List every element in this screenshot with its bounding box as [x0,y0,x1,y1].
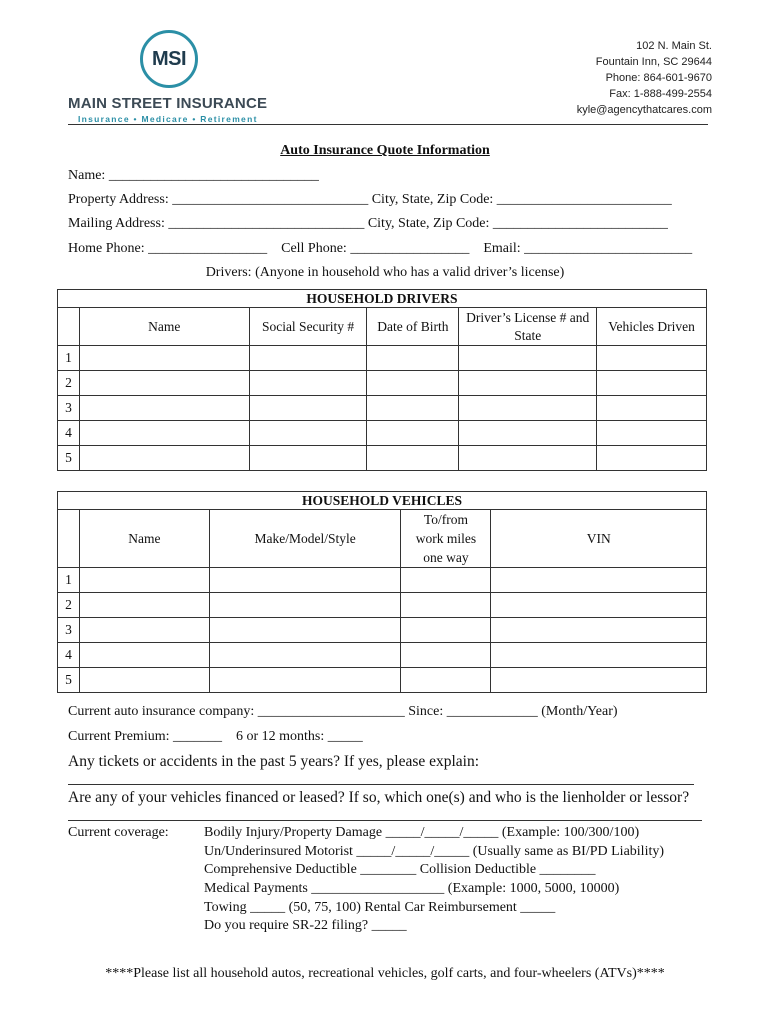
driver-name-cell[interactable] [79,396,249,421]
driver-license-cell[interactable] [459,396,597,421]
vehicle-name-cell[interactable] [79,668,209,693]
vehicles-table [57,491,707,693]
vehicle-make-cell[interactable] [209,618,401,643]
vehicle-make-cell[interactable] [209,643,401,668]
vehicle-vin-cell[interactable] [491,618,707,643]
coverage-deductibles[interactable]: Comprehensive Deductible ________ Collision Deductible ________ [204,862,596,877]
driver-ssn-cell[interactable] [249,396,367,421]
header-divider [68,124,708,125]
coverage-uninsured-motorist[interactable]: Un/Underinsured Motorist _____/_____/_____ (Usually same as BI/PD Liability) [204,844,665,859]
table-row [58,643,707,668]
driver-name-cell[interactable] [79,421,249,446]
drivers-table-title: HOUSEHOLD DRIVERS [58,290,707,308]
drivers-note: Drivers: (Anyone in household who has a valid driver’s license) [205,265,565,280]
vehicle-vin-cell[interactable] [491,593,707,618]
driver-vehicles-cell[interactable] [597,346,707,371]
table-row [58,446,707,471]
driver-ssn-cell[interactable] [249,421,367,446]
driver-name-cell[interactable] [79,371,249,396]
property-address-field[interactable]: Property Address: ____________________________ City, State, Zip Code: _________________________ [68,192,672,207]
name-field[interactable]: Name: ______________________________ [68,168,319,183]
drivers-header-vehicles: Vehicles Driven [597,308,707,346]
vehicle-vin-cell[interactable] [491,568,707,593]
address-fax: Fax: 1-888-499-2554 [609,88,712,100]
vehicle-miles-cell[interactable] [401,568,491,593]
vehicle-name-cell[interactable] [79,568,209,593]
mailing-address-field[interactable]: Mailing Address: ____________________________ City, State, Zip Code: _________________________ [68,216,668,231]
coverage-bodily-injury[interactable]: Bodily Injury/Property Damage _____/_____/_____ (Example: 100/300/100) [204,825,640,840]
row-number: 1 [58,346,80,371]
coverage-medical-payments[interactable]: Medical Payments ___________________ (Example: 1000, 5000, 10000) [204,881,620,896]
driver-license-cell[interactable] [459,446,597,471]
current-premium-field[interactable]: Current Premium: _______ 6 or 12 months: _____ [68,729,363,744]
driver-ssn-cell[interactable] [249,346,367,371]
row-number: 5 [58,446,80,471]
driver-dob-cell[interactable] [367,371,459,396]
vehicle-make-cell[interactable] [209,593,401,618]
row-number: 1 [58,568,80,593]
driver-dob-cell[interactable] [367,346,459,371]
vehicles-header-num [58,510,80,568]
table-row [58,346,707,371]
row-number: 4 [58,421,80,446]
driver-dob-cell[interactable] [367,446,459,471]
vehicle-miles-cell[interactable] [401,668,491,693]
row-number: 3 [58,396,80,421]
logo-tagline: Insurance • Medicare • Retirement [78,114,258,124]
table-row [58,618,707,643]
tickets-answer-line[interactable] [68,784,694,785]
drivers-header-license: Driver’s License # and State [459,308,597,346]
table-row [58,668,707,693]
footer-note: ****Please list all household autos, recreational vehicles, golf carts, and four-wheelers (ATVs)**** [105,966,665,981]
page-title: Auto Insurance Quote Information [280,143,490,158]
driver-ssn-cell[interactable] [249,371,367,396]
vehicle-name-cell[interactable] [79,593,209,618]
row-number: 2 [58,593,80,618]
financed-question: Are any of your vehicles financed or leased? If so, which one(s) and who is the lienholder or lessor? [68,789,690,806]
drivers-table [57,289,707,471]
phones-field[interactable]: Home Phone: _________________ Cell Phone: _________________ Email: ________________________ [68,241,693,256]
vehicles-header-make: Make/Model/Style [209,510,401,568]
vehicles-header-miles: To/from work miles one way [401,510,491,568]
vehicle-vin-cell[interactable] [491,643,707,668]
tickets-question: Any tickets or accidents in the past 5 years? If yes, please explain: [68,753,480,770]
vehicle-name-cell[interactable] [79,643,209,668]
vehicle-miles-cell[interactable] [401,643,491,668]
row-number: 5 [58,668,80,693]
vehicles-header-name: Name [79,510,209,568]
address-email: kyle@agencythatcares.com [576,104,712,116]
driver-dob-cell[interactable] [367,421,459,446]
driver-vehicles-cell[interactable] [597,446,707,471]
logo-initials: MSI [151,48,187,70]
driver-license-cell[interactable] [459,421,597,446]
address-city: Fountain Inn, SC 29644 [595,56,712,68]
current-company-field[interactable]: Current auto insurance company: _____________________ Since: _____________ (Month/Year) [68,704,618,719]
vehicle-miles-cell[interactable] [401,618,491,643]
vehicle-make-cell[interactable] [209,568,401,593]
drivers-header-dob: Date of Birth [367,308,459,346]
table-row [58,396,707,421]
driver-license-cell[interactable] [459,346,597,371]
driver-ssn-cell[interactable] [249,446,367,471]
driver-vehicles-cell[interactable] [597,396,707,421]
table-row [58,421,707,446]
driver-name-cell[interactable] [79,446,249,471]
row-number: 4 [58,643,80,668]
vehicle-miles-cell[interactable] [401,593,491,618]
coverage-towing-rental[interactable]: Towing _____ (50, 75, 100) Rental Car Reimbursement _____ [204,900,556,915]
address-phone: Phone: 864-601-9670 [605,72,712,84]
table-row [58,568,707,593]
driver-license-cell[interactable] [459,371,597,396]
address-street: 102 N. Main St. [636,40,712,52]
financed-answer-line[interactable] [68,820,702,821]
vehicle-make-cell[interactable] [209,668,401,693]
logo-company-name: MAIN STREET INSURANCE [68,95,268,112]
table-row [58,371,707,396]
drivers-header-num [58,308,80,346]
vehicle-vin-cell[interactable] [491,668,707,693]
vehicles-table-title: HOUSEHOLD VEHICLES [58,492,707,510]
row-number: 2 [58,371,80,396]
drivers-header-name: Name [79,308,249,346]
drivers-header-ssn: Social Security # [249,308,367,346]
coverage-sr22[interactable]: Do you require SR-22 filing? _____ [204,918,407,933]
coverage-label: Current coverage: [68,825,169,840]
row-number: 3 [58,618,80,643]
vehicle-name-cell[interactable] [79,618,209,643]
vehicles-header-vin: VIN [491,510,707,568]
driver-vehicles-cell[interactable] [597,421,707,446]
driver-vehicles-cell[interactable] [597,371,707,396]
driver-dob-cell[interactable] [367,396,459,421]
driver-name-cell[interactable] [79,346,249,371]
table-row [58,593,707,618]
